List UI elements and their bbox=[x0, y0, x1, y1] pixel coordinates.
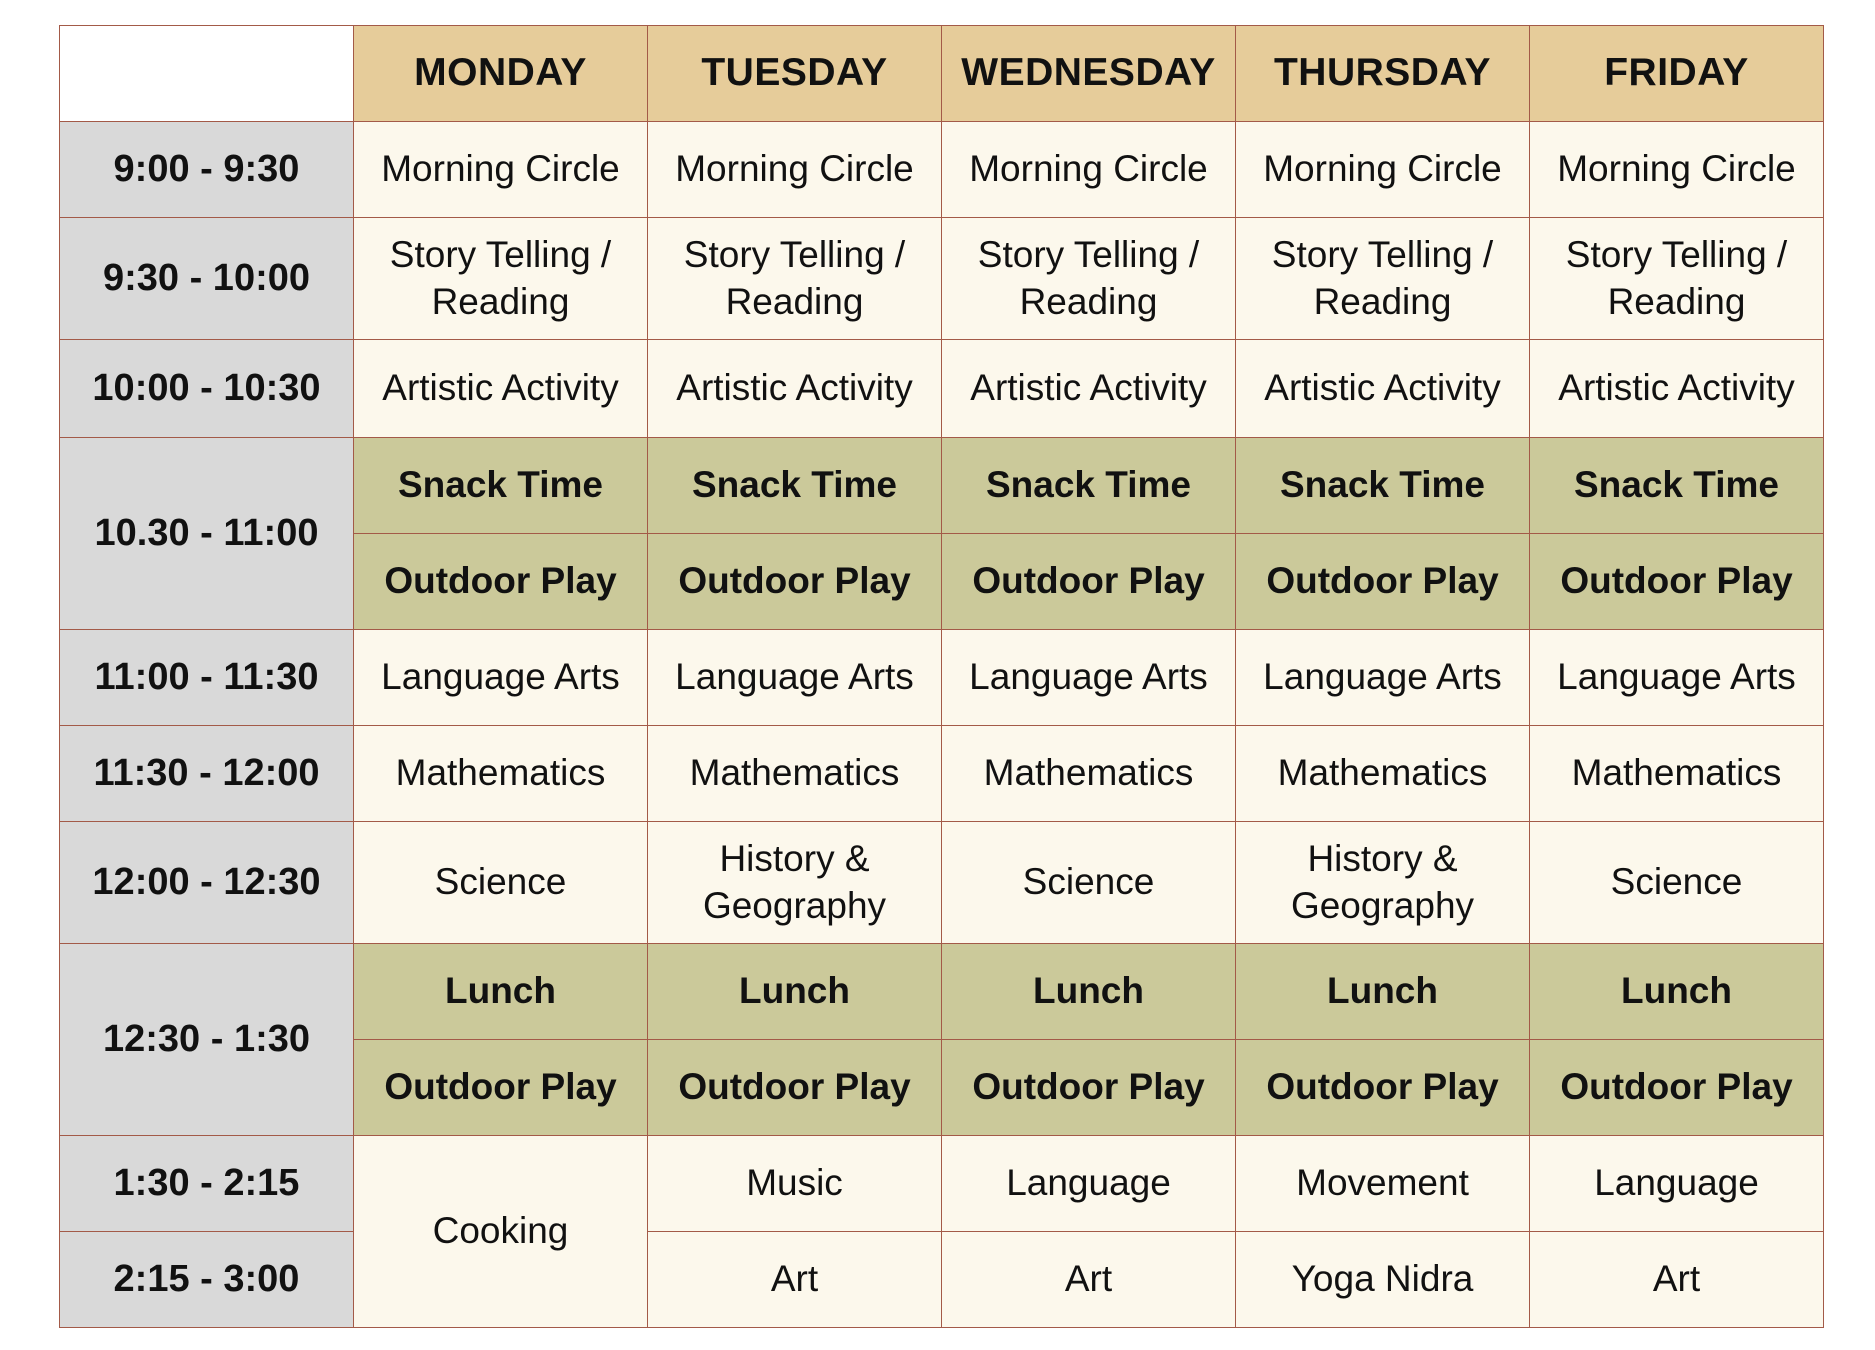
break-cell: Outdoor Play bbox=[1530, 534, 1824, 630]
break-cell: Lunch bbox=[942, 944, 1236, 1040]
table-row bbox=[60, 726, 1824, 822]
time-slot: 11:00 - 11:30 bbox=[60, 630, 354, 726]
break-cell: Snack Time bbox=[354, 438, 648, 534]
activity-cell: Language bbox=[942, 1136, 1236, 1232]
break-cell: Snack Time bbox=[942, 438, 1236, 534]
activity-cell: Story Telling / Reading bbox=[1530, 218, 1824, 340]
activity-cell: Art bbox=[942, 1232, 1236, 1328]
break-cell: Snack Time bbox=[648, 438, 942, 534]
day-header-monday: MONDAY bbox=[354, 26, 648, 122]
table-row bbox=[60, 122, 1824, 218]
day-header-wednesday: WEDNESDAY bbox=[942, 26, 1236, 122]
break-cell: Outdoor Play bbox=[1236, 1040, 1530, 1136]
activity-cell: Artistic Activity bbox=[1530, 340, 1824, 438]
day-header-thursday: THURSDAY bbox=[1236, 26, 1530, 122]
corner-cell bbox=[60, 26, 354, 122]
break-cell: Snack Time bbox=[1236, 438, 1530, 534]
activity-cell: Morning Circle bbox=[1236, 122, 1530, 218]
activity-cell: Morning Circle bbox=[648, 122, 942, 218]
activity-cell: Story Telling / Reading bbox=[1236, 218, 1530, 340]
table-row bbox=[60, 1136, 1824, 1232]
activity-cell: Language Arts bbox=[354, 630, 648, 726]
table-row bbox=[60, 218, 1824, 340]
activity-cell: Mathematics bbox=[648, 726, 942, 822]
table-row bbox=[60, 1232, 1824, 1328]
day-header-tuesday: TUESDAY bbox=[648, 26, 942, 122]
time-slot: 9:30 - 10:00 bbox=[60, 218, 354, 340]
break-cell: Outdoor Play bbox=[354, 1040, 648, 1136]
break-cell: Outdoor Play bbox=[354, 534, 648, 630]
weekly-schedule-table bbox=[59, 25, 1824, 1328]
day-header-friday: FRIDAY bbox=[1530, 26, 1824, 122]
activity-cell: Mathematics bbox=[1530, 726, 1824, 822]
break-cell: Outdoor Play bbox=[648, 1040, 942, 1136]
table-row bbox=[60, 944, 1824, 1040]
activity-cell: Language Arts bbox=[942, 630, 1236, 726]
activity-cell: Artistic Activity bbox=[942, 340, 1236, 438]
break-cell: Lunch bbox=[1530, 944, 1824, 1040]
activity-cell: Morning Circle bbox=[1530, 122, 1824, 218]
activity-cell: Science bbox=[1530, 822, 1824, 944]
activity-cell: Science bbox=[942, 822, 1236, 944]
activity-cell: Story Telling / Reading bbox=[648, 218, 942, 340]
activity-cell: Morning Circle bbox=[942, 122, 1236, 218]
activity-cell: Artistic Activity bbox=[648, 340, 942, 438]
activity-cell: History & Geography bbox=[648, 822, 942, 944]
break-cell: Outdoor Play bbox=[942, 1040, 1236, 1136]
activity-cell: Mathematics bbox=[942, 726, 1236, 822]
activity-cell: Story Telling / Reading bbox=[942, 218, 1236, 340]
time-slot: 1:30 - 2:15 bbox=[60, 1136, 354, 1232]
time-slot: 12:30 - 1:30 bbox=[60, 944, 354, 1136]
break-cell: Lunch bbox=[648, 944, 942, 1040]
time-slot: 12:00 - 12:30 bbox=[60, 822, 354, 944]
table-row bbox=[60, 822, 1824, 944]
activity-cell: Art bbox=[648, 1232, 942, 1328]
activity-cell: Story Telling / Reading bbox=[354, 218, 648, 340]
activity-cell-cooking: Cooking bbox=[354, 1136, 648, 1328]
break-cell: Snack Time bbox=[1530, 438, 1824, 534]
break-cell: Outdoor Play bbox=[942, 534, 1236, 630]
time-slot: 11:30 - 12:00 bbox=[60, 726, 354, 822]
break-cell: Outdoor Play bbox=[1236, 534, 1530, 630]
activity-cell: Artistic Activity bbox=[1236, 340, 1530, 438]
activity-cell: Language Arts bbox=[648, 630, 942, 726]
activity-cell: Mathematics bbox=[354, 726, 648, 822]
activity-cell: History & Geography bbox=[1236, 822, 1530, 944]
activity-cell: Art bbox=[1530, 1232, 1824, 1328]
activity-cell: Language Arts bbox=[1530, 630, 1824, 726]
activity-cell: Language bbox=[1530, 1136, 1824, 1232]
activity-cell: Yoga Nidra bbox=[1236, 1232, 1530, 1328]
activity-cell: Movement bbox=[1236, 1136, 1530, 1232]
break-cell: Lunch bbox=[354, 944, 648, 1040]
activity-cell: Language Arts bbox=[1236, 630, 1530, 726]
time-slot: 9:00 - 9:30 bbox=[60, 122, 354, 218]
table-row bbox=[60, 630, 1824, 726]
time-slot: 10:00 - 10:30 bbox=[60, 340, 354, 438]
activity-cell: Music bbox=[648, 1136, 942, 1232]
time-slot: 10.30 - 11:00 bbox=[60, 438, 354, 630]
activity-cell: Science bbox=[354, 822, 648, 944]
table-row bbox=[60, 340, 1824, 438]
break-cell: Outdoor Play bbox=[1530, 1040, 1824, 1136]
header-row bbox=[60, 26, 1824, 122]
activity-cell: Morning Circle bbox=[354, 122, 648, 218]
activity-cell: Artistic Activity bbox=[354, 340, 648, 438]
table-row bbox=[60, 438, 1824, 534]
break-cell: Lunch bbox=[1236, 944, 1530, 1040]
break-cell: Outdoor Play bbox=[648, 534, 942, 630]
activity-cell: Mathematics bbox=[1236, 726, 1530, 822]
time-slot: 2:15 - 3:00 bbox=[60, 1232, 354, 1328]
